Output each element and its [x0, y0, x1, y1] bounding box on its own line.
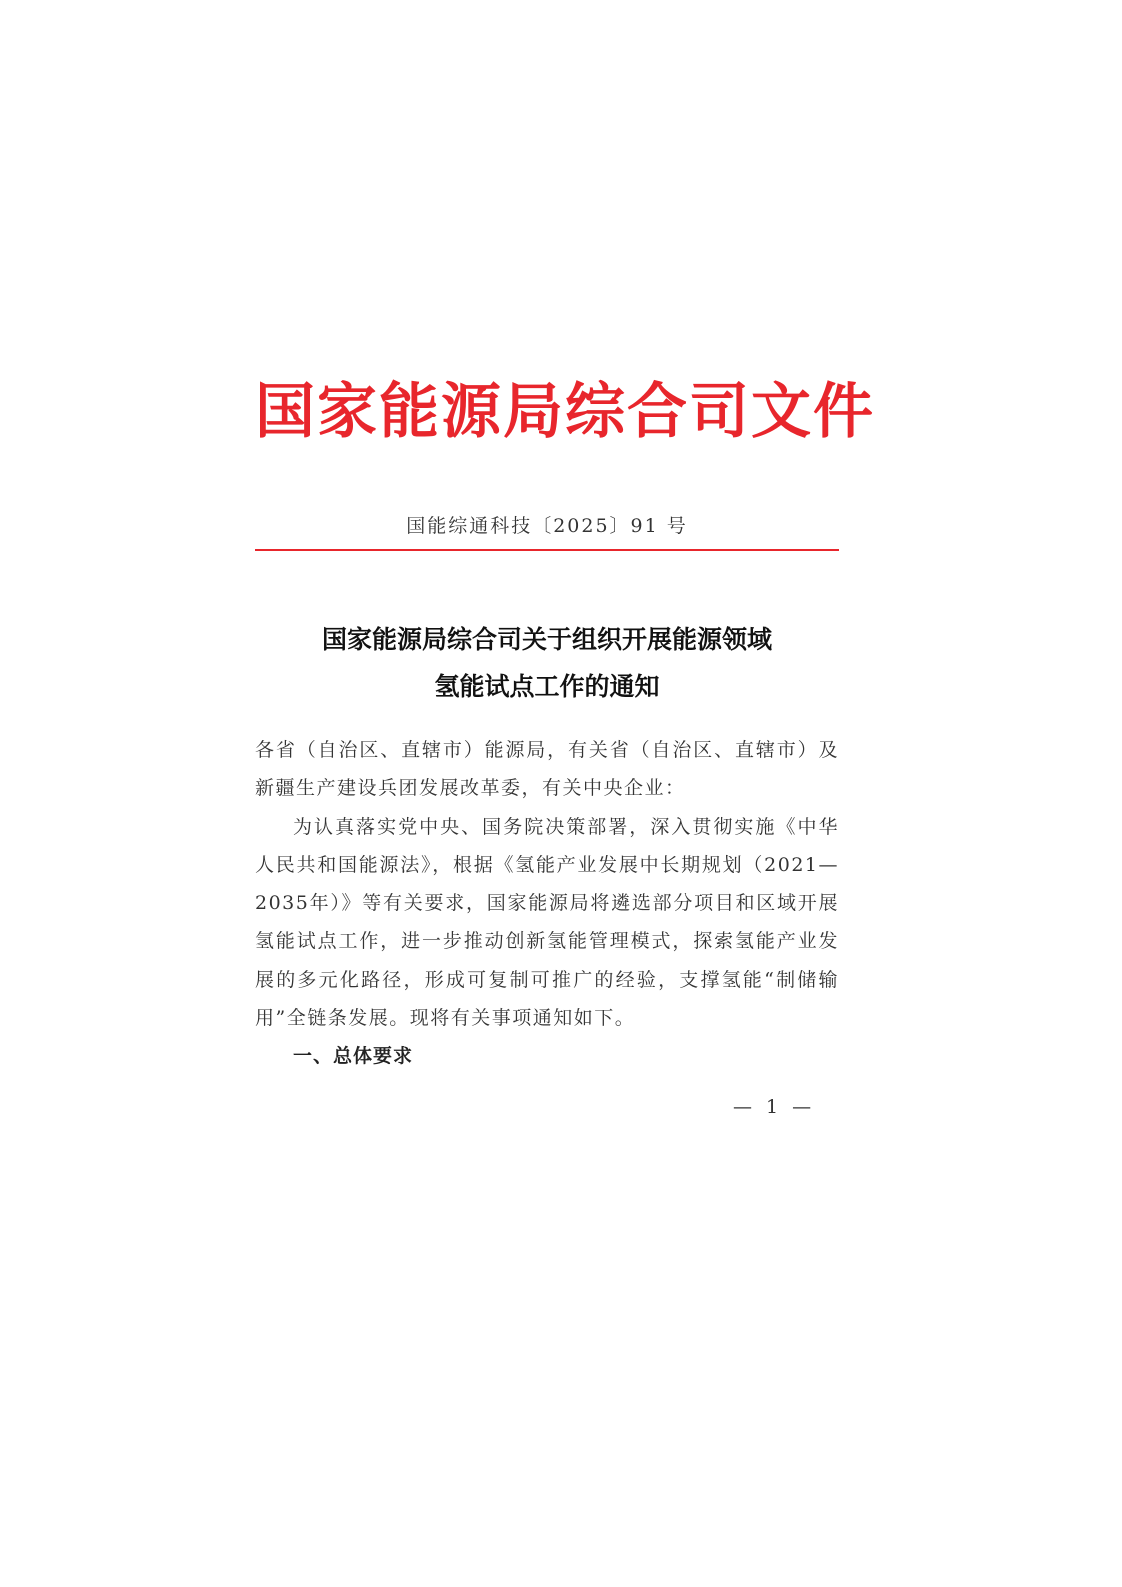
title-line-2: 氢能试点工作的通知 [434, 672, 660, 701]
section-heading: 一、总体要求 [293, 1045, 414, 1068]
addressee-paragraph: 各省（自治区、直辖市）能源局，有关省（自治区、直辖市）及新疆生产建设兵团发展改革委，有关中央企业： [255, 739, 839, 800]
title-line-1: 国家能源局综合司关于组织开展能源领域 [321, 625, 772, 654]
red-divider-line [255, 549, 839, 551]
page-number: — 1 — [733, 1096, 816, 1118]
document-number: 国能综通科技〔2025〕91 号 [406, 515, 688, 537]
document-body [255, 731, 839, 1076]
masthead-title: 国家能源局综合司文件 [255, 377, 875, 447]
body-paragraph: 为认真落实党中央、国务院决策部署，深入贯彻实施《中华人民共和国能源法》，根据《氢能产业发展中长期规划（2021—2035年）》等有关要求，国家能源局将遴选部分项目和区域开展氢能试点工作，进一步推动创新氢能管理模式，探索氢能产业发展的多元化路径，形成可复制可推广的经验，支撑氢能“制储输用”全链条发展。现将有关事项通知如下。 [255, 815, 839, 1030]
document-title [255, 616, 839, 710]
